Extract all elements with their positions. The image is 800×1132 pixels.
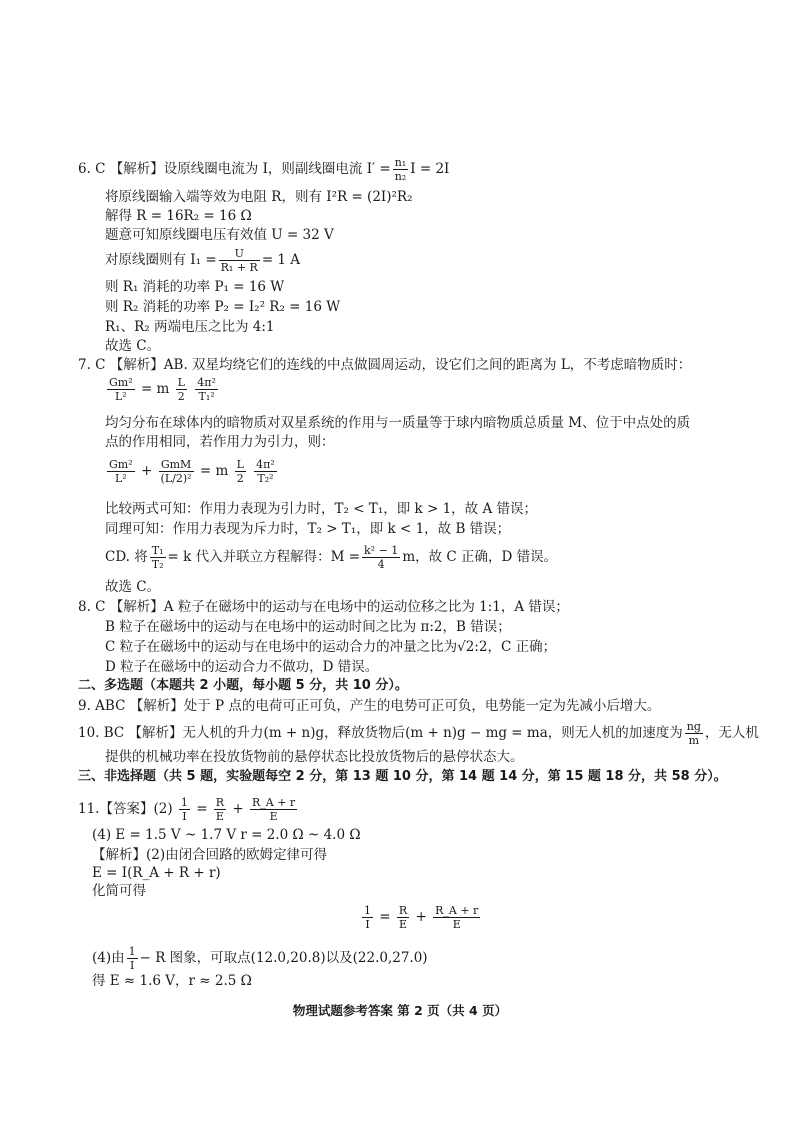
eq-mid: = m: [199, 463, 229, 479]
g4a: (4)由: [92, 950, 125, 966]
frac-den: L²: [114, 472, 127, 485]
frac-den: 2: [236, 472, 244, 485]
frac-num: Gm²: [109, 458, 133, 471]
frac-den: T₂: [151, 558, 164, 571]
frac: [214, 796, 226, 823]
frac-den: 2: [177, 390, 185, 403]
page-footer: 物理试题参考答案 第 2 页（共 4 页）: [292, 1003, 508, 1018]
frac-num: GmM: [159, 458, 194, 472]
frac: [397, 904, 409, 931]
q7-conclusion: 故选 C。: [105, 579, 161, 595]
frac-den: T₂²: [257, 472, 274, 485]
q6-line-3: 解得 R = 16R₂ = 16 Ω: [105, 208, 252, 224]
frac-den: I: [129, 959, 135, 972]
frac: [150, 544, 166, 571]
q8-line-2: B 粒子在磁场中的运动与在电场中的运动时间之比为 π:2，B 错误；: [105, 619, 511, 635]
q7-para-2: 点的作用相同，若作用力为引力，则：: [105, 434, 335, 450]
eq-mid: = m: [140, 381, 170, 397]
eq-sign: =: [196, 801, 208, 817]
frac-num: k² − 1: [364, 544, 399, 557]
frac: [127, 945, 138, 972]
frac-num: n₁: [394, 156, 407, 169]
frac-num: T₁: [151, 544, 164, 557]
c3b: = k 代入并联立方程解得：M =: [167, 549, 361, 565]
frac-den: T₁²: [198, 390, 215, 403]
frac-den: I: [182, 810, 187, 823]
q7-compare-1: 比较两式可知：作用力表现为引力时，T₂ < T₁，即 k > 1，故 A 错误；: [105, 501, 538, 517]
q6-line-7: 则 R₂ 消耗的功率 P₂ = I₂² R₂ = 16 W: [105, 299, 341, 315]
frac-num: L: [177, 376, 185, 389]
q8-head: 8. C 【解析】A 粒子在磁场中的运动与在电场中的运动位移之比为 1:1，A 错误；: [78, 599, 569, 615]
q8-line-4: D 粒子在磁场中的运动合力不做功，D 错误。: [105, 659, 379, 675]
frac-den: E: [399, 918, 408, 931]
frac: [362, 544, 400, 571]
frac-den: E: [269, 810, 278, 823]
c3c: m，故 C 正确，D 错误。: [402, 549, 558, 565]
q7-head: 7. C 【解析】AB. 双星均绕它们的连线的中点做圆周运动，设它们之间的距离为 L，不考虑暗物质时：: [78, 357, 692, 373]
q11-analysis-head: 【解析】(2)由闭合回路的欧姆定律可得: [92, 847, 328, 863]
frac-den: n₂: [394, 170, 407, 183]
q11-answer-4: (4) E = 1.5 V ~ 1.7 V r = 2.0 Ω ~ 4.0 Ω: [92, 827, 361, 843]
q9-line: 9. ABC 【解析】处于 P 点的电荷可正可负，产生的电势可正可负，电势能一定为先减小后增大。: [78, 698, 661, 714]
q6-head-tail: I = 2I: [410, 161, 450, 177]
q6-turns-ratio: [393, 156, 409, 183]
frac-num: 1: [128, 945, 136, 958]
q7-para-1: 均匀分布在球体内的暗物质对双星系统的作用与一质量等于球内暗物质总质量 M、位于中点处的质: [105, 415, 691, 431]
frac-num: R_A + r: [435, 904, 479, 917]
frac: [685, 720, 703, 747]
q6-l5b: = 1 A: [261, 252, 301, 268]
eq-plus: +: [232, 801, 244, 817]
q11-result: 得 E ≈ 1.6 V，r ≈ 2.5 Ω: [92, 973, 252, 989]
frac-den: E: [452, 918, 461, 931]
q6-l5a: 对原线圈则有 I₁ =: [105, 252, 217, 268]
frac-num: Gm²: [109, 376, 133, 389]
frac-num: 1: [180, 796, 188, 809]
q11-ohm-law: E = I(R_A + R + r): [92, 865, 221, 881]
eq-plus: +: [415, 909, 427, 925]
q6-head: [78, 156, 449, 183]
frac: [159, 458, 194, 485]
q10-a: 10. BC 【解析】无人机的升力(m + n)g，释放货物后(m + n)g − mg = ma，则无人机的加速度为: [78, 725, 683, 741]
section-2-heading: 二、多选题（本题共 2 小题，每小题 5 分，共 10 分）。: [78, 678, 408, 693]
frac-den: E: [215, 810, 224, 823]
section-3-heading: 三、非选择题（共 5 题，实验题每空 2 分，第 13 题 10 分，第 14 题 14 分，第 15 题 18 分，共 58 分）。: [78, 769, 727, 784]
q6-line-4: 题意可知原线圈电压有效值 U = 32 V: [105, 227, 334, 243]
frac-num: 1: [364, 904, 371, 917]
q7-compare-3: [105, 544, 557, 571]
frac-num: R_A + r: [252, 796, 296, 809]
c3a: CD. 将: [105, 549, 148, 565]
q8-line-3: C 粒子在磁场中的运动与在电场中的运动合力的冲量之比为√2:2，C 正确；: [105, 639, 557, 655]
frac: [362, 904, 373, 931]
frac-num: R: [398, 904, 408, 917]
q11-graph-line: [92, 945, 428, 972]
q6-line-8: R₁、R₂ 两端电压之比为 4:1: [105, 319, 275, 335]
frac-num: ng: [686, 720, 701, 733]
frac: [195, 376, 218, 403]
q11-head: 11.【答案】(2): [78, 801, 173, 817]
q6-line-9: 故选 C。: [105, 338, 161, 354]
frac: [254, 458, 277, 485]
frac-num: 4π²: [256, 458, 275, 471]
frac-den: (L/2)²: [160, 472, 192, 485]
frac: [179, 796, 190, 823]
frac: [235, 458, 246, 485]
g4b: − R 图象，可取点(12.0,20.8)以及(22.0,27.0): [139, 950, 428, 966]
frac-den: R₁ + R: [220, 261, 258, 274]
frac-num: 4π²: [197, 376, 216, 389]
q11-simplified-eq: [360, 904, 482, 931]
q6-head-text: 6. C 【解析】设原线圈电流为 I，则副线圈电流 I′ =: [78, 161, 391, 177]
q7-eq2: [105, 458, 279, 485]
q7-eq1: [105, 376, 220, 403]
frac-num: R: [215, 796, 225, 809]
q10-line-2: 提供的机械功率在投放货物前的悬停状态比投放货物后的悬停状态大。: [105, 749, 524, 765]
q11-simplify: 化简可得: [92, 883, 146, 899]
eq-sign: =: [379, 909, 391, 925]
q6-line-6: 则 R₁ 消耗的功率 P₁ = 16 W: [105, 279, 285, 295]
frac-den: I: [365, 918, 370, 931]
frac-den: m: [688, 734, 700, 747]
frac: [250, 796, 297, 823]
q6-line-2: 将原线圈输入端等效为电阻 R，则有 I²R = (2I)²R₂: [105, 189, 413, 205]
frac: [107, 376, 135, 403]
q11-answer: [78, 796, 299, 823]
q6-line-5: [105, 247, 300, 274]
eq-plus: +: [140, 463, 153, 479]
q6-current-frac: [219, 247, 260, 274]
q10-line-1: [78, 720, 759, 747]
q7-compare-2: 同理可知：作用力表现为斥力时，T₂ > T₁，即 k < 1，故 B 错误；: [105, 521, 511, 537]
frac: [176, 376, 187, 403]
q10-b: ，无人机: [704, 725, 759, 741]
frac-num: L: [236, 458, 244, 471]
frac: [107, 458, 135, 485]
frac: [433, 904, 480, 931]
frac-den: 4: [377, 558, 385, 571]
frac-den: L²: [114, 390, 127, 403]
frac-num: U: [219, 247, 260, 261]
